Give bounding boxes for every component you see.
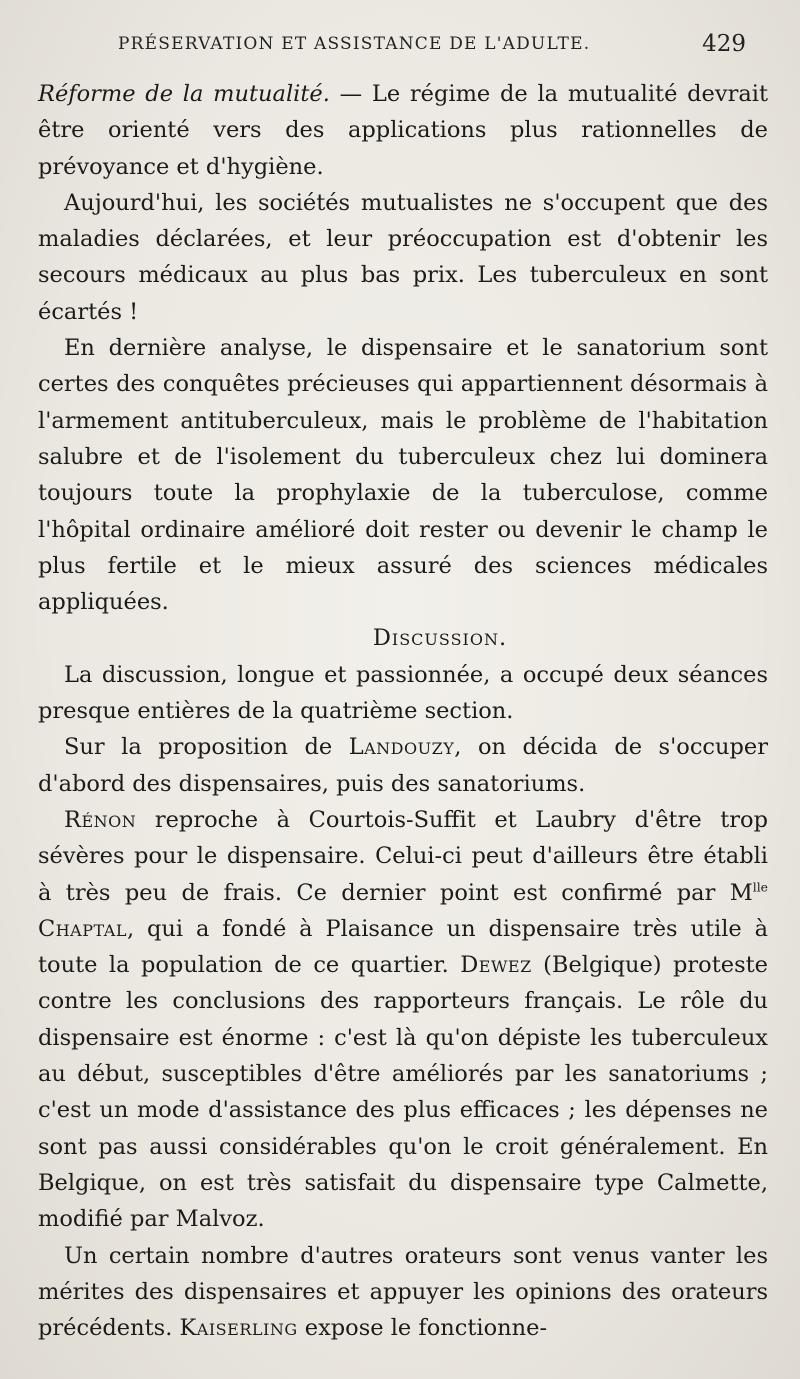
paragraph-reforme-mutualite [38, 76, 768, 185]
author-name-dewez: Dewez [460, 952, 532, 979]
paragraph-text: (Belgique) proteste contre les conclusions des rapporteurs français. Le rôle du dispensaire est énorme : c'est là qu'on dépiste les tuberculeux au début, susceptibles d'être améliorés par les sanatoriums ; c'est un mode d'assistance des plus efficaces ; les dépenses ne sont pas aussi considérables qu'on le croit généralement. En Belgique, on est très satisfait du dispensaire type Calmette, modifié par Malvoz. [38, 952, 768, 1233]
author-name-kaiserling: Kaiserling [179, 1315, 298, 1342]
page-body [38, 76, 768, 1346]
running-title: PRÉSERVATION ET ASSISTANCE DE L'ADULTE. [118, 34, 591, 54]
paragraph-discussion: La discussion, longue et passionnée, a occupé deux séances presque entières de la quatrième section. [38, 661, 768, 725]
page-number: 429 [702, 31, 746, 57]
paragraph-autres-orateurs [38, 1238, 768, 1347]
paragraph-text: — Le régime de la mutualité devrait être orienté vers des applications plus rationnelles de prévoyance et d'hygiène. [38, 81, 768, 180]
paragraph-lead-heading: Réforme de la mutualité. [38, 81, 330, 107]
author-name-landouzy: Landouzy [348, 734, 455, 761]
author-name-chaptal: Chaptal [38, 915, 127, 942]
paragraph-text: Un certain nombre d'autres orateurs sont venus vanter les mérites des dispensaires et appuyer les opinions des orateurs précédents. [38, 1242, 768, 1342]
section-title-discussion: Discussion. [372, 625, 508, 652]
paragraph-societes-mutualistes: Aujourd'hui, les sociétés mutualistes ne s'occupent que des maladies déclarées, et leur préoccupation est d'obtenir les secours médicaux au plus bas prix. Les tuberculeux en sont écartés ! [38, 189, 768, 325]
paragraph-proposition-landouzy [38, 729, 768, 802]
author-name-renon: Rénon [64, 806, 137, 833]
paragraph-text: Sur la proposition de [64, 734, 349, 761]
paragraph-derniere-analyse: En dernière analyse, le dispensaire et le sanatorium sont certes des conquêtes précieuses qui appartiennent désormais à l'armement antituberculeux, mais le problème de l'habitation salubre et de l'isolement du tuberculeux chez lui dominera toujours toute la prophylaxie de la tuberculose, comme l'hôpital ordinaire amélioré doit rester ou devenir le champ le plus fertile et le mieux assuré des sciences médicales appliquées. [38, 335, 768, 616]
paragraph-renon [38, 802, 768, 1238]
superscript-lle: lle [752, 880, 768, 895]
paragraph-text: reproche à Courtois-Suffit et Laubry d'être trop sévères pour le dispensaire. Celui-ci peut d'ailleurs être établi à très peu de frais. Ce dernier point est confirmé par M [38, 806, 768, 906]
page-header [118, 31, 760, 64]
paragraph-text: expose le fonctionne- [297, 1315, 548, 1342]
paragraph-text: , qui a fondé à Plaisance un dispensaire très utile à toute la population de ce quartier. [38, 915, 768, 979]
paragraph-text: , on décida de s'occuper d'abord des dispensaires, puis des sanatoriums. [38, 734, 768, 797]
